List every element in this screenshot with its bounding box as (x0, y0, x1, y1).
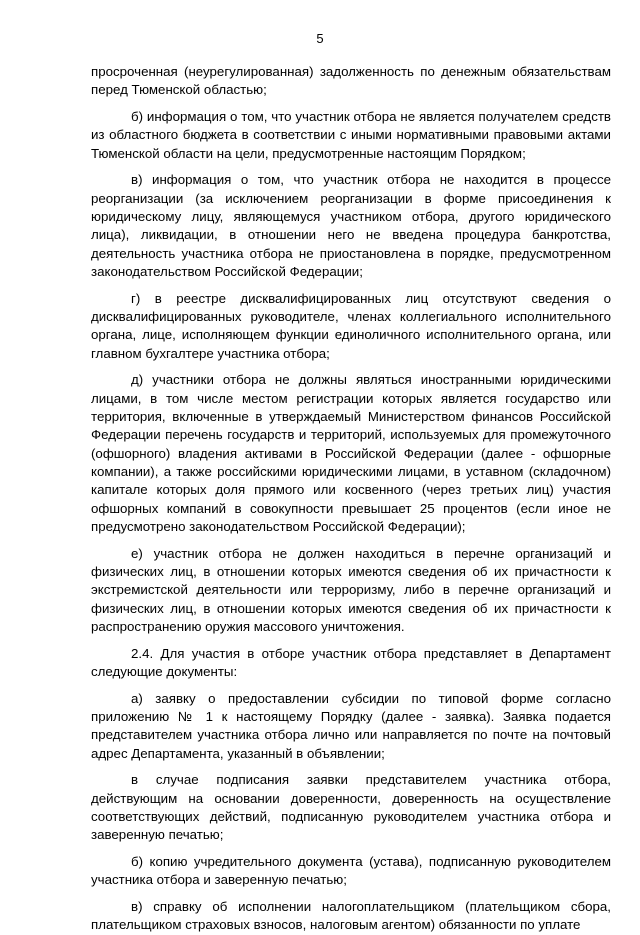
page-number: 5 (316, 31, 324, 46)
paragraph-doc-b: б) копию учредительного документа (устава), подписанную руководителем участника отбора и заверенную печатью; (91, 854, 611, 888)
paragraph-item-b: б) информация о том, что участник отбора не является получателем средств из областного бюджета в соответствии с иными нормативными правовыми актами Тюменской области на цели, предусмотренные настоящим Порядком; (91, 109, 611, 161)
paragraph-section-2-4: 2.4. Для участия в отборе участник отбора представляет в Департамент следующие документы: (91, 645, 611, 679)
paragraph-doc-a: а) заявку о предоставлении субсидии по типовой форме согласно приложению № 1 к настоящему Порядку (далее - заявка). Заявка подается представителем участника отбора лично или направляется по почте на почтовый адрес Департамента, указанный в объявлении; (91, 690, 611, 761)
paragraph-doc-v: в) справку об исполнении налогоплательщиком (плательщиком сбора, плательщиком страховых взносов, налоговым агентом) обязанности по уплате (91, 899, 611, 933)
paragraph-item-v: в) информация о том, что участник отбора не находится в процессе реорганизации (за исключением реорганизации в форме присоединения к юридическому лицу, являющемуся участником отбора, другого юридического лица), ликвидации, в отношении него не введена процедура банкротства, деятельность участника отбора не приостановлена в порядке, предусмотренном законодательством Российской Федерации; (91, 172, 611, 279)
paragraph-item-g: г) в реестре дисквалифицированных лиц отсутствуют сведения о дисквалифицированных руководителе, членах коллегиального исполнительного органа, лице, исполняющем функции единоличного исполнительного органа, или главном бухгалтере участника отбора; (91, 290, 611, 361)
document-body (91, 63, 611, 935)
paragraph-item-e: е) участник отбора не должен находиться в перечне организаций и физических лиц, в отношении которых имеются сведения об их причастности к экстремистской деятельности или терроризму, либо в перечне организаций и физических лиц, в отношении которых имеются сведения об их причастности к распространению оружия массового уничтожения. (91, 545, 611, 634)
paragraph-power-of-attorney: в случае подписания заявки представителем участника отбора, действующим на основании доверенности, доверенность на осуществление соответствующих действий, подписанную руководителем участника отбора и заверенную печатью; (91, 772, 611, 843)
paragraph-item-d: д) участники отбора не должны являться иностранными юридическими лицами, в том числе местом регистрации которых является государство или территория, включенные в утверждаемый Министерством финансов Российской Федерации перечень государств и территорий, используемых для промежуточного (офшорного) владения активами в Российской Федерации (далее - офшорные компании), а также российскими юридическими лицами, в уставном (складочном) капитале которых доля прямого или косвенного (через третьих лиц) участия офшорных компаний в совокупности превышает 25 процентов (если иное не предусмотрено законодательством Российской Федерации); (91, 372, 611, 534)
paragraph-continuation: просроченная (неурегулированная) задолженность по денежным обязательствам перед Тюменской областью; (91, 64, 611, 98)
